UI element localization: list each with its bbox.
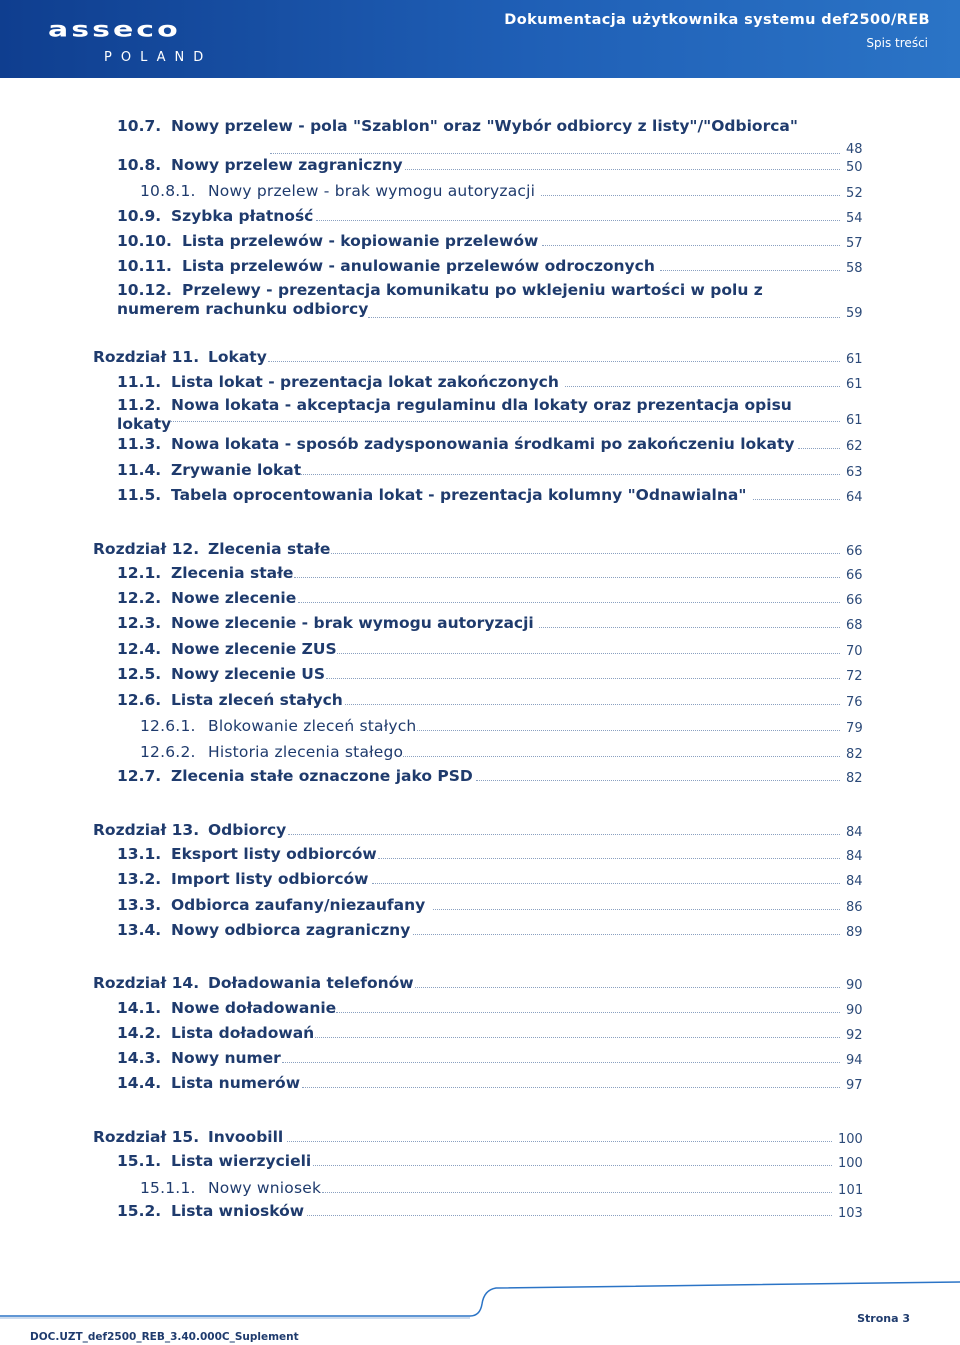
toc-title: Lista wierzycieli xyxy=(171,1152,312,1170)
toc-chapter[interactable] xyxy=(0,1126,960,1148)
toc-title: Zlecenia stałe xyxy=(208,540,331,558)
toc-number: 10.10. xyxy=(117,232,172,250)
toc-entry[interactable] xyxy=(0,894,960,916)
toc-entry[interactable] xyxy=(0,205,960,227)
toc-title: Invoobill xyxy=(208,1128,284,1146)
toc-title: Nowy przelew - brak wymogu autoryzacji xyxy=(208,182,536,200)
toc-chapter[interactable] xyxy=(0,972,960,994)
section-title: Spis treści xyxy=(866,36,928,50)
toc-page: 84 xyxy=(846,874,863,889)
footer-divider xyxy=(0,1280,960,1320)
toc-page: 86 xyxy=(846,900,863,915)
toc-leader xyxy=(307,1215,832,1216)
toc-title: Przelewy - prezentacja komunikatu po wklejeniu wartości w polu z numerem rachunku odbiorcy xyxy=(117,281,763,318)
toc-title: Odbiorcy xyxy=(208,821,287,839)
toc-entry[interactable] xyxy=(0,230,960,252)
toc-entry[interactable] xyxy=(0,689,960,711)
toc-leader xyxy=(298,602,840,603)
toc-title: Zlecenia stałe oznaczone jako PSD xyxy=(171,767,473,785)
toc-number: 13.2. xyxy=(117,870,162,888)
toc-entry[interactable] xyxy=(0,433,960,455)
toc-page: 48 xyxy=(846,142,863,157)
toc-title: Nowy numer xyxy=(171,1049,281,1067)
toc-leader xyxy=(316,220,840,221)
toc-number: 15.1. xyxy=(117,1152,162,1170)
toc-entry[interactable] xyxy=(0,1047,960,1069)
toc-entry[interactable] xyxy=(0,281,960,325)
toc-entry[interactable] xyxy=(0,1022,960,1044)
toc-title: Nowe doładowanie xyxy=(171,999,337,1017)
toc-entry[interactable] xyxy=(0,715,960,737)
toc-entry[interactable] xyxy=(0,1200,960,1222)
toc-page: 76 xyxy=(846,695,863,710)
toc-number: 11.3. xyxy=(117,435,162,453)
toc-number: Rozdział 14. xyxy=(93,974,200,992)
toc-chapter[interactable] xyxy=(0,346,960,368)
toc-number: 10.7. xyxy=(117,117,162,135)
toc-title: Nowe zlecenie ZUS xyxy=(171,640,337,658)
toc-title: Zlecenia stałe xyxy=(171,564,294,582)
toc-title: Szybka płatność xyxy=(171,207,314,225)
toc-number: 10.9. xyxy=(117,207,162,225)
toc-number: Rozdział 15. xyxy=(93,1128,200,1146)
toc-number: 12.4. xyxy=(117,640,162,658)
toc-chapter[interactable] xyxy=(0,538,960,560)
toc-page: 100 xyxy=(838,1156,863,1171)
toc-leader xyxy=(415,987,840,988)
toc-title: Nowy odbiorca zagraniczny xyxy=(171,921,411,939)
toc-title: Eksport listy odbiorców xyxy=(171,845,377,863)
toc-page: 82 xyxy=(846,747,863,762)
toc-entry[interactable] xyxy=(0,1072,960,1094)
toc-page: 64 xyxy=(846,490,863,505)
toc-page: 59 xyxy=(846,306,863,321)
toc-title: Tabela oprocentowania lokat - prezentacja kolumny "Odnawialna" xyxy=(171,486,747,504)
toc-page: 90 xyxy=(846,978,863,993)
toc-leader xyxy=(282,1062,840,1063)
toc-leader xyxy=(753,499,840,500)
toc-title: Import listy odbiorców xyxy=(171,870,369,888)
toc-chapter[interactable] xyxy=(0,819,960,841)
toc-leader xyxy=(315,1037,840,1038)
toc-number: 12.7. xyxy=(117,767,162,785)
toc-page: 66 xyxy=(846,593,863,608)
toc-number: 14.1. xyxy=(117,999,162,1017)
toc-page: 103 xyxy=(838,1206,863,1221)
toc-page: 66 xyxy=(846,544,863,559)
toc-page: 94 xyxy=(846,1053,863,1068)
toc-title: Nowa lokata - sposób zadysponowania środkami po zakończeniu lokaty xyxy=(171,435,795,453)
toc-page: 61 xyxy=(846,352,863,367)
toc-entry[interactable] xyxy=(0,371,960,393)
toc-number: 10.8.1. xyxy=(140,182,196,200)
toc-number: 12.5. xyxy=(117,665,162,683)
toc-number: Rozdział 11. xyxy=(93,348,200,366)
toc-entry[interactable] xyxy=(0,868,960,890)
document-title: Dokumentacja użytkownika systemu def2500/REB xyxy=(504,12,930,28)
toc-page: 92 xyxy=(846,1028,863,1043)
toc-number: 11.1. xyxy=(117,373,162,391)
toc-title: Nowy wniosek xyxy=(208,1179,322,1197)
toc-number: 12.3. xyxy=(117,614,162,632)
toc-entry[interactable] xyxy=(0,741,960,763)
toc-number: 10.11. xyxy=(117,257,172,275)
toc-leader xyxy=(345,704,840,705)
toc-title: Zrywanie lokat xyxy=(171,461,302,479)
toc-entry[interactable] xyxy=(0,765,960,787)
toc-page: 63 xyxy=(846,465,863,480)
toc-entry[interactable] xyxy=(0,919,960,941)
toc-page: 61 xyxy=(846,377,863,392)
toc-leader xyxy=(337,653,840,654)
logo-wordmark: asseco xyxy=(48,17,181,43)
page-number: Strona 3 xyxy=(857,1312,910,1325)
toc-title: Lista numerów xyxy=(171,1074,301,1092)
toc-entry[interactable] xyxy=(0,1177,960,1199)
toc-page: 82 xyxy=(846,771,863,786)
toc-title: Lokaty xyxy=(208,348,267,366)
toc-page: 50 xyxy=(846,160,863,175)
toc-entry[interactable] xyxy=(0,663,960,685)
toc-entry[interactable] xyxy=(0,1150,960,1172)
toc-leader xyxy=(403,756,840,757)
toc-page: 89 xyxy=(846,925,863,940)
toc-number: 12.6. xyxy=(117,691,162,709)
toc-leader xyxy=(541,195,840,196)
toc-leader xyxy=(798,448,840,449)
toc-entry[interactable] xyxy=(0,612,960,634)
toc-leader xyxy=(542,245,840,246)
toc-number: 11.5. xyxy=(117,486,162,504)
toc-entry[interactable] xyxy=(0,180,960,202)
toc-number: 12.6.2. xyxy=(140,743,196,761)
toc-number: 10.8. xyxy=(117,156,162,174)
toc-title: Nowe zlecenie - brak wymogu autoryzacji xyxy=(171,614,534,632)
toc-title: Historia zlecenia stałego xyxy=(208,743,404,761)
toc-leader xyxy=(294,577,840,578)
toc-leader xyxy=(476,780,840,781)
toc-title: Lista wniosków xyxy=(171,1202,305,1220)
document-code: DOC.UZT_def2500_REB_3.40.000C_Suplement xyxy=(30,1331,299,1343)
toc-leader xyxy=(565,386,840,387)
toc-leader xyxy=(268,361,840,362)
toc-title: Lista przelewów - kopiowanie przelewów xyxy=(182,232,539,250)
toc-title: Nowa lokata - akceptacja regulaminu dla lokaty oraz prezentacja opisu lokaty xyxy=(117,396,792,433)
toc-leader xyxy=(405,169,840,170)
toc-number: 14.4. xyxy=(117,1074,162,1092)
toc-page: 68 xyxy=(846,618,863,633)
toc-page: 100 xyxy=(838,1132,863,1147)
toc-page: 66 xyxy=(846,568,863,583)
toc-title: Doładowania telefonów xyxy=(208,974,414,992)
toc-page: 84 xyxy=(846,849,863,864)
toc-entry[interactable] xyxy=(0,484,960,506)
toc-page: 70 xyxy=(846,644,863,659)
toc-leader xyxy=(302,1087,840,1088)
toc-leader xyxy=(331,553,840,554)
toc-number: 12.6.1. xyxy=(140,717,196,735)
toc-entry[interactable] xyxy=(0,255,960,277)
toc-entry[interactable] xyxy=(0,587,960,609)
toc-number: 13.3. xyxy=(117,896,162,914)
toc-entry[interactable] xyxy=(0,843,960,865)
toc-leader xyxy=(300,474,840,475)
toc-number: 12.1. xyxy=(117,564,162,582)
toc-page: 54 xyxy=(846,211,863,226)
toc-leader xyxy=(313,1165,832,1166)
toc-number: 15.2. xyxy=(117,1202,162,1220)
toc-title: Lista doładowań xyxy=(171,1024,315,1042)
toc-page: 101 xyxy=(838,1183,864,1198)
toc-page: 79 xyxy=(846,721,863,736)
toc-number: 12.2. xyxy=(117,589,162,607)
toc-title: Lista zleceń stałych xyxy=(171,691,343,709)
toc-leader xyxy=(413,934,840,935)
toc-number: Rozdział 13. xyxy=(93,821,200,839)
toc-leader xyxy=(660,270,840,271)
toc-title: Nowe zlecenie xyxy=(171,589,297,607)
toc-entry[interactable] xyxy=(0,997,960,1019)
toc-number: 10.12. xyxy=(117,281,172,299)
toc-leader xyxy=(372,883,840,884)
toc-number: Rozdział 12. xyxy=(93,540,200,558)
toc-title: Nowy przelew - pola "Szablon" oraz "Wybór odbiorcy z listy"/"Odbiorca" xyxy=(171,117,798,135)
toc-entry[interactable] xyxy=(0,638,960,660)
toc-page: 61 xyxy=(846,413,863,428)
toc-page: 62 xyxy=(846,439,863,454)
toc-page: 58 xyxy=(846,261,863,276)
toc-number: 11.2. xyxy=(117,396,162,414)
toc-entry[interactable] xyxy=(0,154,960,176)
toc-number: 11.4. xyxy=(117,461,162,479)
toc-number: 15.1.1. xyxy=(140,1179,196,1197)
toc-leader xyxy=(368,317,840,318)
toc-leader xyxy=(322,1192,832,1193)
toc-leader xyxy=(287,1141,832,1142)
toc-leader xyxy=(170,421,840,422)
toc-leader xyxy=(539,627,840,628)
toc-leader xyxy=(378,858,840,859)
toc-page: 72 xyxy=(846,669,863,684)
toc-number: 13.4. xyxy=(117,921,162,939)
toc-leader xyxy=(288,834,840,835)
toc-leader xyxy=(326,678,840,679)
toc-number: 14.2. xyxy=(117,1024,162,1042)
toc-title: Odbiorca zaufany/niezaufany xyxy=(171,896,426,914)
toc-title: Nowy zlecenie US xyxy=(171,665,325,683)
toc-number: 13.1. xyxy=(117,845,162,863)
toc-leader xyxy=(336,1012,840,1013)
toc-entry[interactable] xyxy=(0,562,960,584)
toc-leader xyxy=(417,730,840,731)
toc-number: 14.3. xyxy=(117,1049,162,1067)
toc-title: Nowy przelew zagraniczny xyxy=(171,156,403,174)
toc-page: 97 xyxy=(846,1078,863,1093)
toc-page: 84 xyxy=(846,825,863,840)
toc-leader xyxy=(433,909,840,910)
toc-title: Blokowanie zleceń stałych xyxy=(208,717,417,735)
logo-subtitle: POLAND xyxy=(104,50,213,65)
toc-page: 52 xyxy=(846,186,863,201)
toc-entry[interactable] xyxy=(0,459,960,481)
toc-title: Lista przelewów - anulowanie przelewów odroczonych xyxy=(182,257,655,275)
toc-title: Lista lokat - prezentacja lokat zakończonych xyxy=(171,373,559,391)
toc-page: 57 xyxy=(846,236,863,251)
toc-page: 90 xyxy=(846,1003,863,1018)
